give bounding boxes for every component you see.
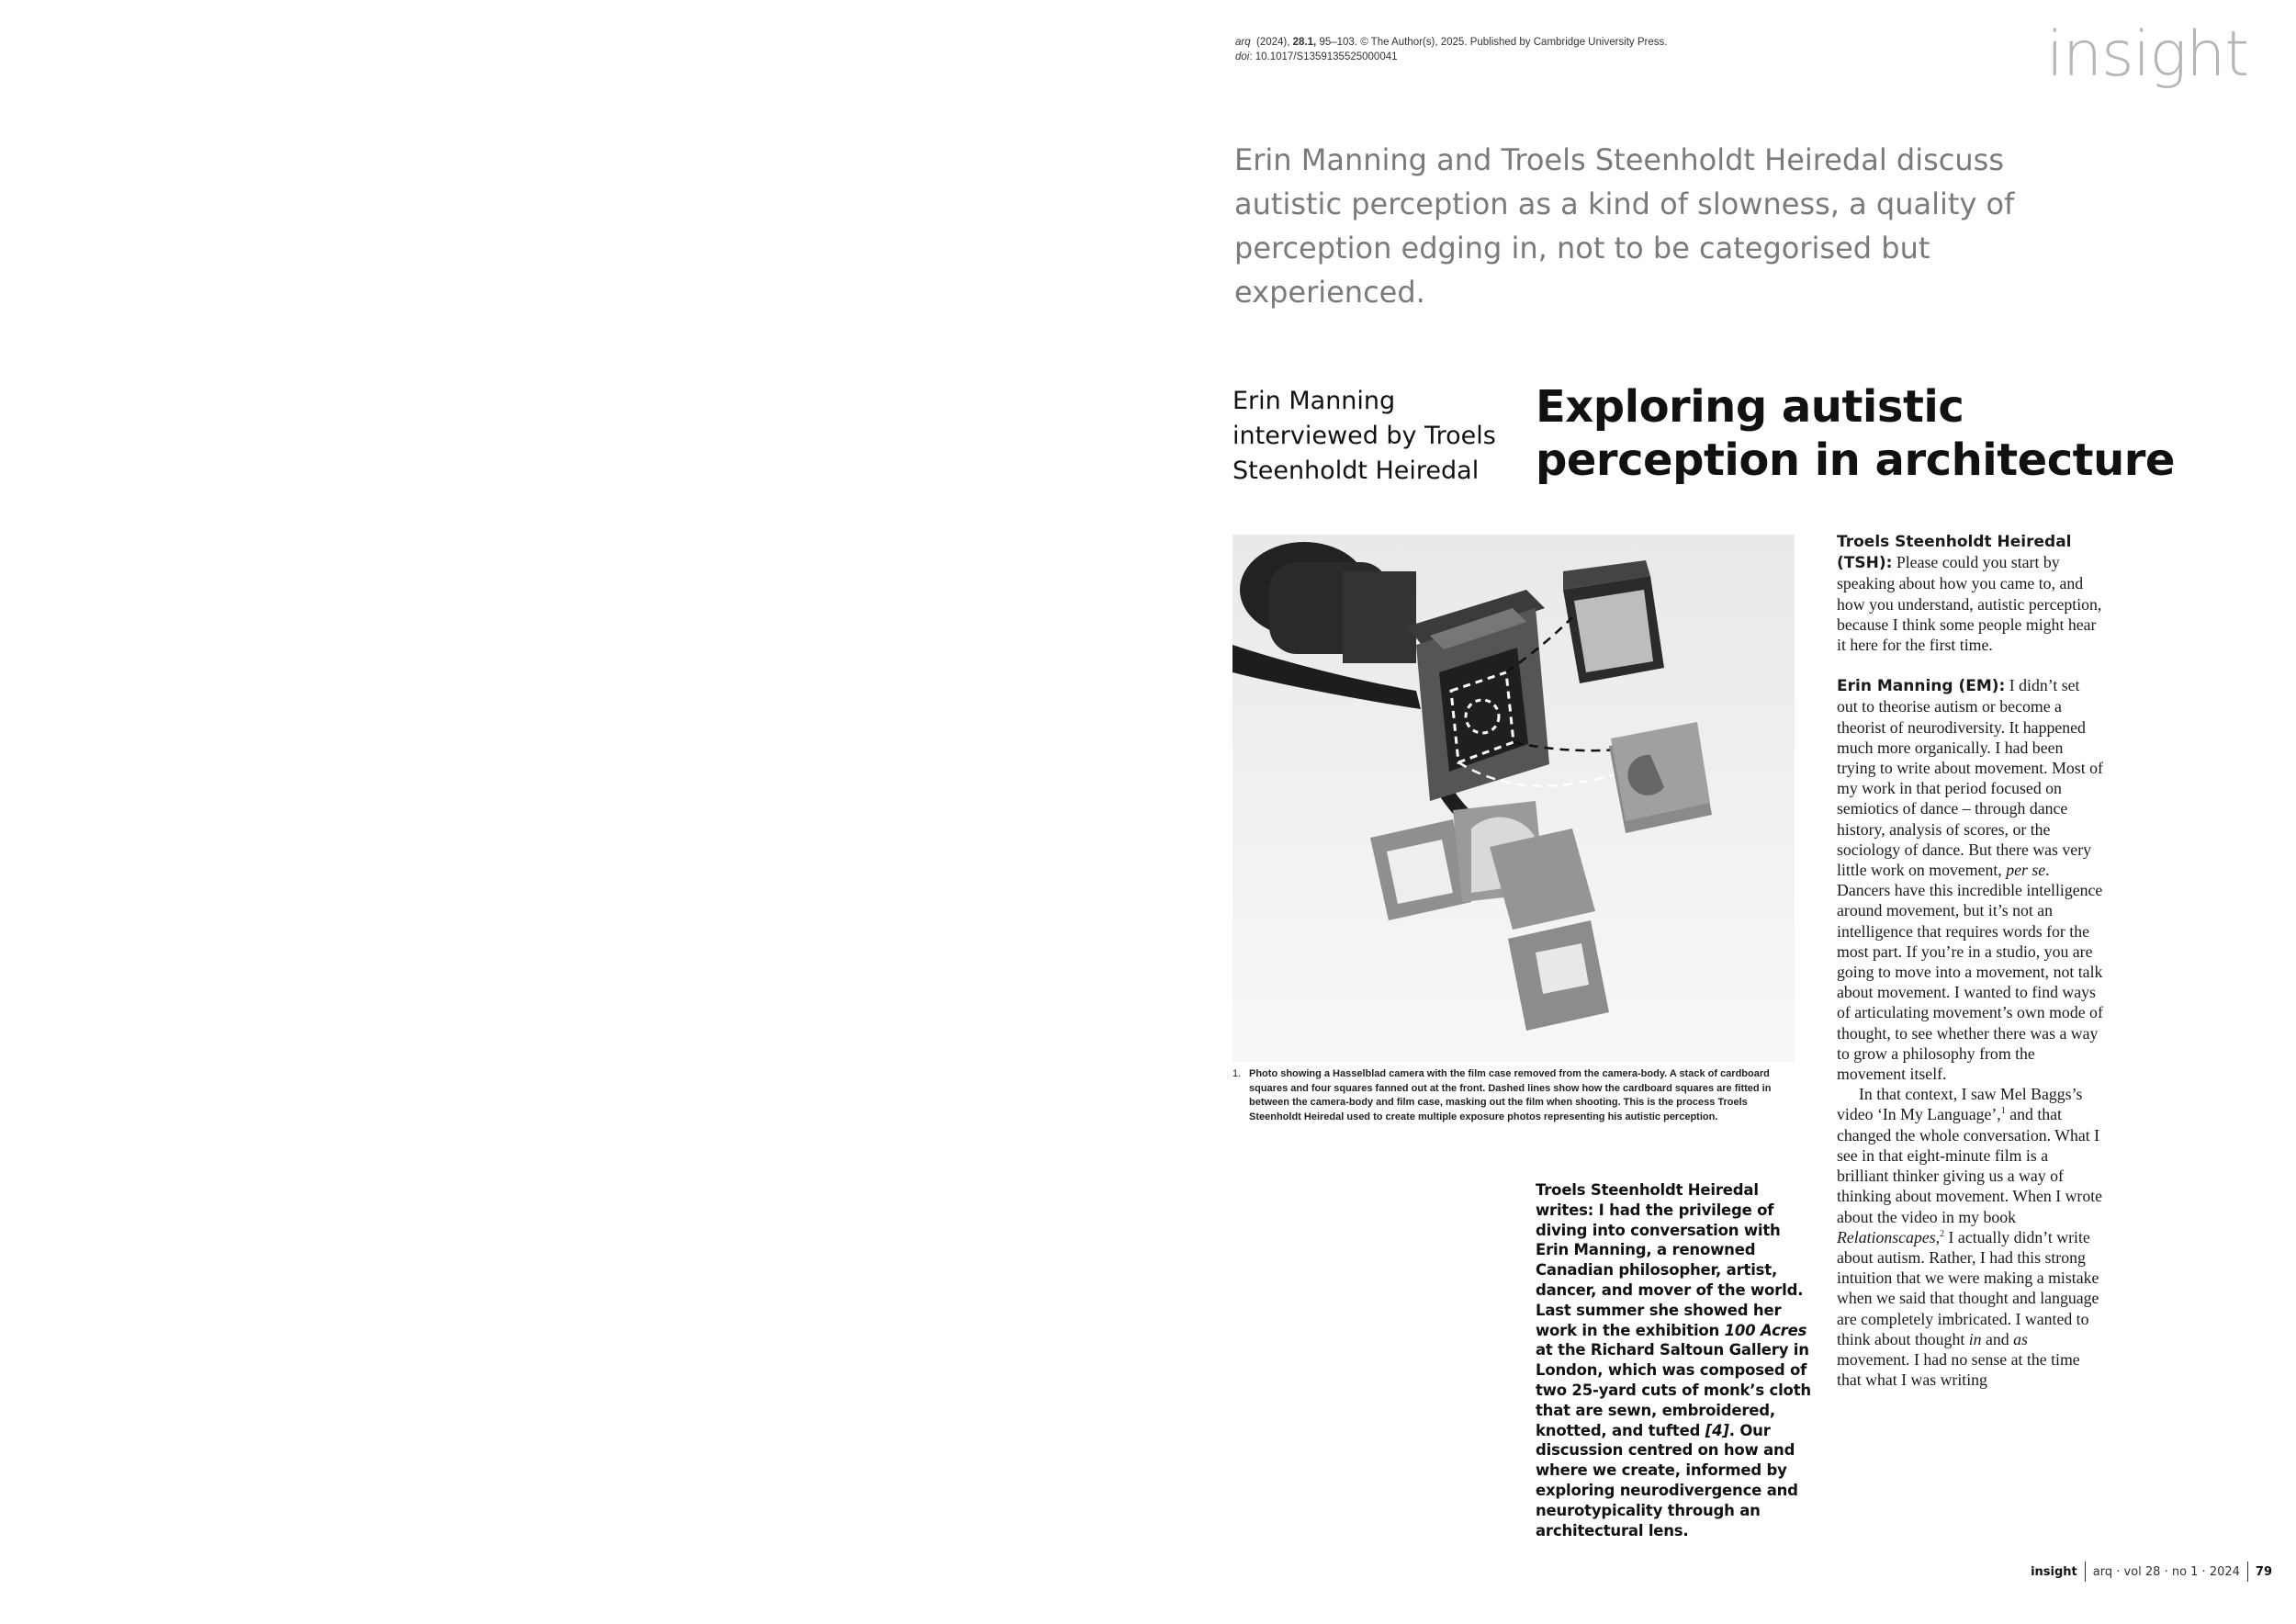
page-footer — [2031, 1562, 2272, 1582]
byline: Erin Manning interviewed by Troels Steenholdt Heiredal — [1232, 387, 1496, 485]
answer-1-text-2: . Dancers have this incredible intelligence around movement, but it’s not an intelligence that requires words for the most part. If you’re in a studio, you are going to move into a movement, not talk about movement. I wanted to find ways of articulating movement’s own mode of thought, to see whether there was a way to grow a philosophy from the movement itself. — [1837, 861, 2103, 1084]
section-label: insight — [2046, 18, 2248, 91]
article-title: Exploring autistic perception in architecture — [1536, 381, 2175, 486]
doi-value: : 10.1017/S1359135525000041 — [1249, 51, 1398, 62]
p2-text-5: and — [1981, 1329, 2014, 1348]
p2-text-3: , — [1935, 1227, 1941, 1246]
figure-number: 1. — [1232, 1068, 1242, 1079]
book-title: Relationscapes — [1837, 1227, 1936, 1246]
doi-label: doi — [1235, 51, 1250, 62]
p2-in: in — [1968, 1329, 1982, 1348]
footnote-ref-2[interactable]: 2 — [1940, 1228, 1945, 1239]
figure-caption — [1232, 1067, 1802, 1124]
footer-divider — [2085, 1562, 2086, 1582]
figure-photo — [1232, 535, 1795, 1062]
question-1-text: Please could you start by speaking about how you came to, and how you understand, autistic perception, because I think some people might hear it here for the first time. — [1837, 553, 2102, 655]
intro-part2: at the Richard Saltoun Gallery in London, which was composed of two 25-yard cuts of monk’s cloth that are sewn, embroidered, knotted, and tufted — [1536, 1341, 1811, 1439]
interview-column — [1837, 531, 2103, 1390]
p2-text-6: movement. I had no sense at the time that what I was writing — [1837, 1349, 2080, 1390]
p2-as: as — [2013, 1329, 2028, 1348]
page-number: 79 — [2255, 1564, 2272, 1579]
intro-part1: Troels Steenholdt Heiredal writes: I had the privilege of diving into conversation with Erin Manning, a renowned Canadian philosopher, artist, dancer, and mover of the world. Last summer she showed her work in the exhibition — [1536, 1181, 1804, 1339]
intro-paragraph — [1536, 1180, 1811, 1540]
question-1 — [1837, 531, 2103, 655]
answer-1 — [1837, 675, 2103, 1084]
answer-1-text-1: I didn’t set out to theorise autism or become a theorist of neurodiversity. It happened much more organically. I had been trying to write about movement. Most of my work in that period focused on semiotics of dance – through dance history, analysis of scores, or the sociology of dance. But there was very little work on movement, — [1837, 676, 2103, 880]
standfirst: Erin Manning and Troels Steenholdt Heiredal discuss autistic perception as a kind of slowness, a quality of perception edging in, not to be categorised but experienced. — [1234, 142, 2015, 310]
answer-1-italic: per se — [2006, 861, 2046, 880]
citation — [1235, 35, 1750, 64]
citation-volume: 28.1, — [1292, 37, 1317, 48]
camera-photo-illustration — [1232, 535, 1795, 1062]
intro-reference: [4] — [1705, 1421, 1729, 1439]
p2-text-1: In that context, I saw Mel Baggs’s video ‘In My Language’, — [1837, 1085, 2083, 1124]
footer-brand: insight — [2031, 1564, 2077, 1579]
intro-part3: . Our discussion centred on how and where we create, informed by exploring neurodivergence and neurotypicality through an architectural lens. — [1536, 1421, 1798, 1539]
answer-1-paragraph-2 — [1837, 1084, 2103, 1390]
citation-year: (2024), — [1256, 37, 1290, 48]
p2-text-4: I actually didn’t write about autism. Rather, I had this strong intuition that we were making a mistake when we said that thought and language are completely imbricated. I wanted to think about thought — [1837, 1227, 2099, 1348]
figure-caption-text: Photo showing a Hasselblad camera with the film case removed from the camera-body. A stack of cardboard squares and four squares fanned out at the front. Dashed lines show how the cardboard squares are fitted in between the camera-body and film case, masking out the film when shooting. This is the process Troels Steenholdt Heiredal used to create multiple exposure photos representing his autistic perception. — [1249, 1068, 1772, 1122]
footnote-ref-1[interactable]: 1 — [2000, 1106, 2006, 1117]
footer-divider — [2247, 1562, 2248, 1582]
intro-exhibition-title: 100 Acres — [1724, 1321, 1807, 1339]
speaker-em: Erin Manning (EM): — [1837, 677, 2006, 696]
citation-rest: 95–103. © The Author(s), 2025. Published by Cambridge University Press. — [1319, 37, 1668, 48]
citation-journal: arq — [1235, 37, 1251, 48]
footer-journal-info: arq · vol 28 · no 1 · 2024 — [2092, 1564, 2240, 1579]
p2-text-2: and that changed the whole conversation. What I see in that eight-minute film is a brilliant thinker giving us a way of thinking about movement. When I wrote about the video in my book — [1837, 1105, 2103, 1226]
speaker-tsh: Troels Steenholdt Heiredal (TSH): — [1837, 533, 2072, 573]
